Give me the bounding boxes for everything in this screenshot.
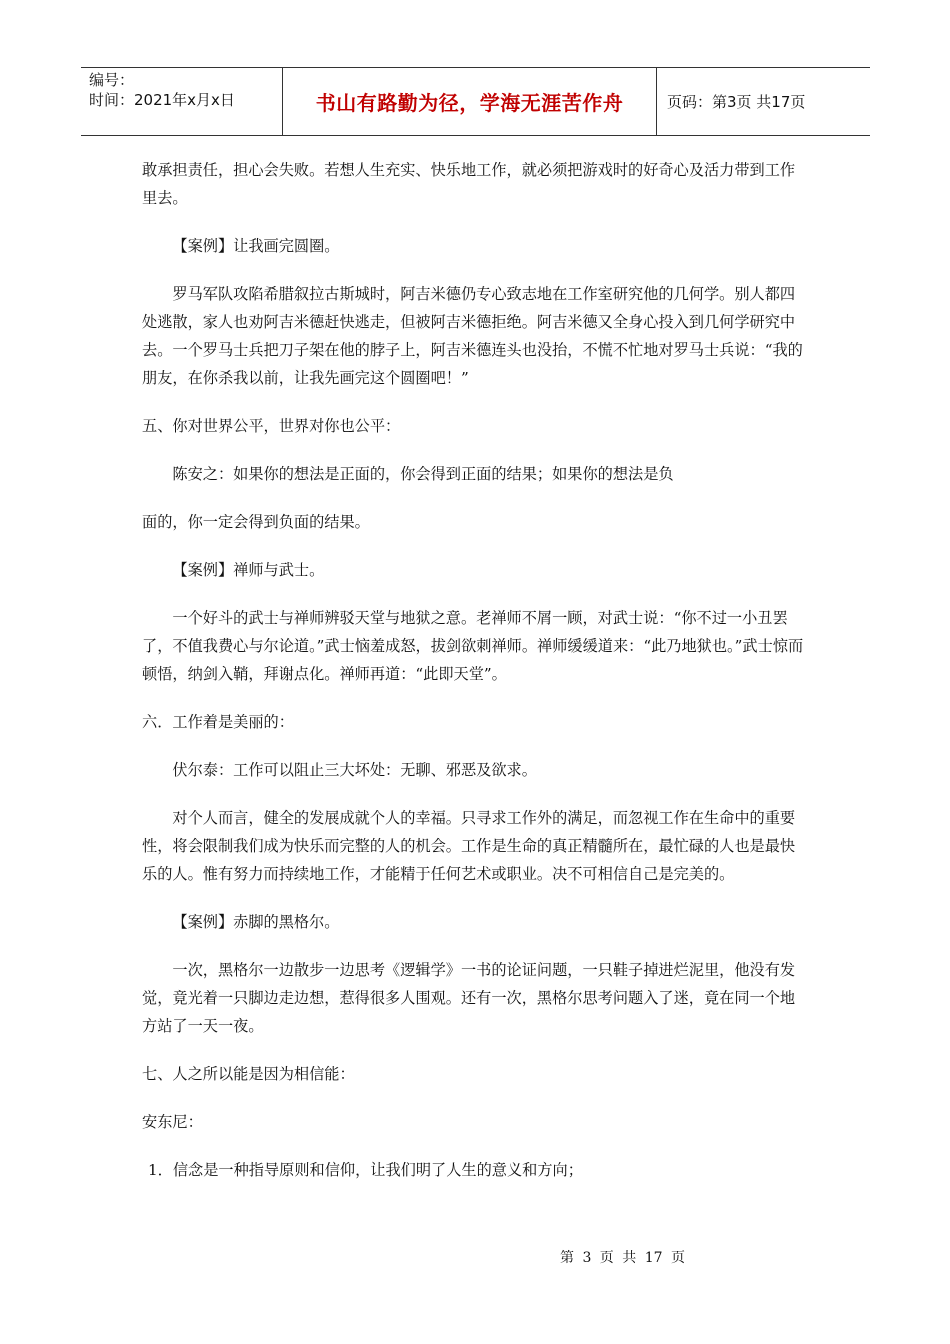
list-item: 1．信念是一种指导原则和信仰，让我们明了人生的意义和方向； [148,1161,583,1179]
header-page-info: 页码：第3页 共17页 [667,93,806,111]
page-header [81,67,870,136]
case-heading: 【案例】让我画完圆圈。 [172,237,340,255]
paragraph: 敢承担责任，担心会失败。若想人生充实、快乐地工作，就必须把游戏时的好奇心及活力带到工作里去。 [142,161,796,207]
paragraph: 对个人而言，健全的发展成就个人的幸福。只寻求工作外的满足，而忽视工作在生命中的重要性，将会限制我们成为快乐而完整的人的机会。工作是生命的真正精髓所在，最忙碌的人也是最快乐的人。惟有努力而持续地工作，才能精于任何艺术或职业。决不可相信自己是完美的。 [142,809,796,883]
paragraph: 罗马军队攻陷希腊叙拉古斯城时，阿吉米德仍专心致志地在工作室研究他的几何学。别人都四处逃散，家人也劝阿吉米德赶快逃走，但被阿吉米德拒绝。阿吉米德又全身心投入到几何学研究中去。一个罗马士兵把刀子架在他的脖子上，阿吉米德连头也没抬，不慌不忙地对罗马士兵说：“我的朋友，在你杀我以前，让我先画完这个圆圈吧！” [142,285,803,387]
section-heading: 六．工作着是美丽的： [142,713,294,731]
section-heading: 五、你对世界公平，世界对你也公平： [142,417,401,435]
paragraph: 安东尼： [142,1113,203,1131]
case-heading: 【案例】赤脚的黑格尔。 [172,913,340,931]
quote-line: 面的，你一定会得到负面的结果。 [142,513,370,531]
case-heading: 【案例】禅师与武士。 [172,561,325,579]
header-motto: 书山有路勤为径，学海无涯苦作舟 [283,68,657,135]
paragraph: 一个好斗的武士与禅师辨驳天堂与地狱之意。老禅师不屑一顾，对武士说：“你不过一小丑罢了，不值我费心与尔论道。”武士恼羞成怒，拔剑欲刺禅师。禅师缓缓道来：“此乃地狱也。”武士惊而顿悟，纳剑入鞘，拜谢点化。禅师再道：“此即天堂”。 [142,609,804,683]
paragraph: 一次，黑格尔一边散步一边思考《逻辑学》一书的论证问题，一只鞋子掉进烂泥里，他没有发觉，竟光着一只脚边走边想，惹得很多人围观。还有一次，黑格尔思考问题入了迷，竟在同一个地方站了一天一夜。 [142,961,796,1035]
section-heading: 七、人之所以能是因为相信能： [142,1065,355,1083]
page-footer: 第 3 页 共 17 页 [560,1250,685,1266]
number-label: 编号： [89,71,135,89]
quote-line: 伏尔泰：工作可以阻止三大坏处：无聊、邪恶及欲求。 [172,761,537,779]
document-body [142,156,810,1184]
time-label: 时间：2021年x月x日 [89,91,235,109]
quote-line: 陈安之：如果你的想法是正面的，你会得到正面的结果；如果你的想法是负 [172,465,674,483]
header-meta [81,68,283,135]
